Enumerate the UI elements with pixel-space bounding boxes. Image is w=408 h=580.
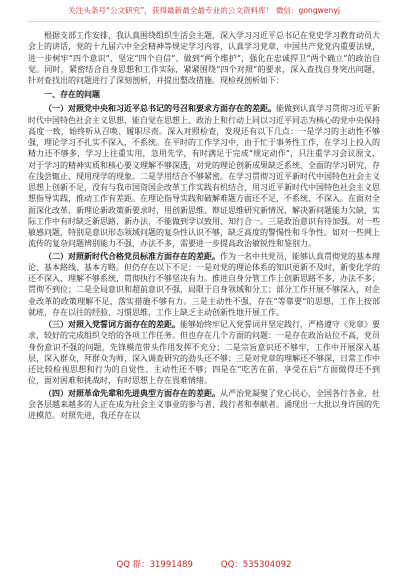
header-divider <box>28 21 380 22</box>
header-promo: 关注头条号“公文研究”，获得最新最全最专业的公文资料库！ 微信：gongwenyj <box>68 6 340 15</box>
item-text-3: 能够始终牢记入党誓词并坚定践行，严格遵守《党章》要求，较好的完成组织交给的各项工作任务。但也存在几个方面的问题：一是存在政治站位不高，党员身份意识不强的问题，先锋模范带头作用发挥不充分；二是宗旨意识还不够牢，工作中开展深入基层，深入群众，拜群众为师，深入调查研究的劲头还不够；三是对党章的理解还不够深，日常工作中还比较检视思想和行为的自觉性、主动性还不够；四是在“吃苦在前，享受在后”方面做得还不到位，面对困难和挑战时，有时思想上存在畏难情绪。 <box>28 320 380 386</box>
footer-contacts <box>0 560 408 571</box>
intro-paragraph: 根据支部工作安排，我认真围绕组织生活会主题，深入学习习近平总书记在党史学习教育动员大会上的讲话，党的十九届六中全会精神等规定学习内容，认真学习党章、中国共产党党内重要法规，进一步树牢“四个意识”、坚定“四个自信”、做到“两个维护”，强化在忠诚捍卫“两个确立”的政治自觉。同时，紧密结合自身思想和工作实际，紧紧围绕“四个对照”的要求，深入查找自身突出问题，针对查找出的问题进行了深刻剖析，并提出整改措施。现检视剖析如下： <box>28 31 380 85</box>
footer-qq-group: QQ 群：31991489 <box>116 560 193 570</box>
item-lead-2: （二）对照新时代合格党员标准方面存在的差距。 <box>44 250 220 261</box>
section-heading: 一、存在的问题 <box>44 89 100 100</box>
item-text-1: 能做到认真学习贯彻习近平新时代中国特色社会主义思想，能自觉在思想上、政治上和行动上同以习近平同志为核心的党中央保持高度一致，始终听从召唤、履职尽责。深入对照检查，发现还有以下几点：一是学习的主动性不够强，理论学习不扎实不深入，不系统。在平时的工作学习中，由于忙于事务性工作，在学习上投入的精力还不够多，学习上往重实用，急用先学，有时满足于完成“规定动作”，只注重学习会议原文，对于学习的精神实质和核心要义理解不够深透，对党的理论创新成果缺乏系统、全面的学习研究，存在浅尝辄止、现用现学的现象。二是学用结合不够紧密。在学习贯彻习近平新时代中国特色社会主义思想上创新不足，没有与我市国资国企改革工作实践有机结合，用习近平新时代中国特色社会主义思想指导实践，推动工作有差距。在理论指导实践和破解难题方面还不足，不系统、不深入。在面对全面深化改革、新理论新政策新要求时，用创新思维、辩证思维研究新情况、解决新问题能力欠缺，实际工作中有时缺乏新思路、新办法，不能做到学以致用、知行合一。三是政治意识有待加强。对一些敏感问题，特别是意识形态领域问题的复杂性认识不够，缺乏高度的警惕性和斗争性。如对一些网上流传的复杂问题辨别能力不强，办法不多，需要进一步提高政治敏锐性和鉴别力。 <box>28 104 380 249</box>
item-paragraph-2 <box>28 251 380 319</box>
item-lead-1: （一）对照党中央和习近平总书记的号召和要求方面存在的差距。 <box>44 103 276 114</box>
item-text-2: 作为一名中共党员，能够认真贯彻党的基本理论、基本路线、基本方略。但仍存在以下不足：一是对党的理论体系的知识更新不及时，新变化学的还不深入，理解不够系统，贯彻执行不够坚决有力。推进自身分管工作上创新思路不多，办法不多；贯彻不到位；二是全局意识和超前意识不强，局限于自身领域和分工；部分工作开展不够深入，对企业改革的政策理解不足，落实措施不够有力。三是主动性不强，存在“等靠要”的思想，工作上按部就班，存在以往的经验、习惯思维，工作上缺乏主动创新性地开展工作。 <box>28 251 380 317</box>
item-lead-3: （三）对照入党誓词方面存在的差距。 <box>44 319 180 329</box>
document-body <box>28 30 380 422</box>
item-text-4: 从严治党凝聚了党心民心，全国各行各业，社会各层越来越多的人正在成为社会主义事业的参与者、践行者和奉献者。涌现出一大批以身许国的先进模范。对照先进，我还存在以 <box>28 388 380 420</box>
footer-qq: QQ：535304092 <box>220 560 292 570</box>
item-paragraph-3 <box>28 319 380 387</box>
item-paragraph-4 <box>28 388 380 422</box>
item-paragraph-1 <box>28 103 380 249</box>
item-lead-4: （四）对照革命先辈和先进典型方面存在的差距。 <box>44 387 220 398</box>
